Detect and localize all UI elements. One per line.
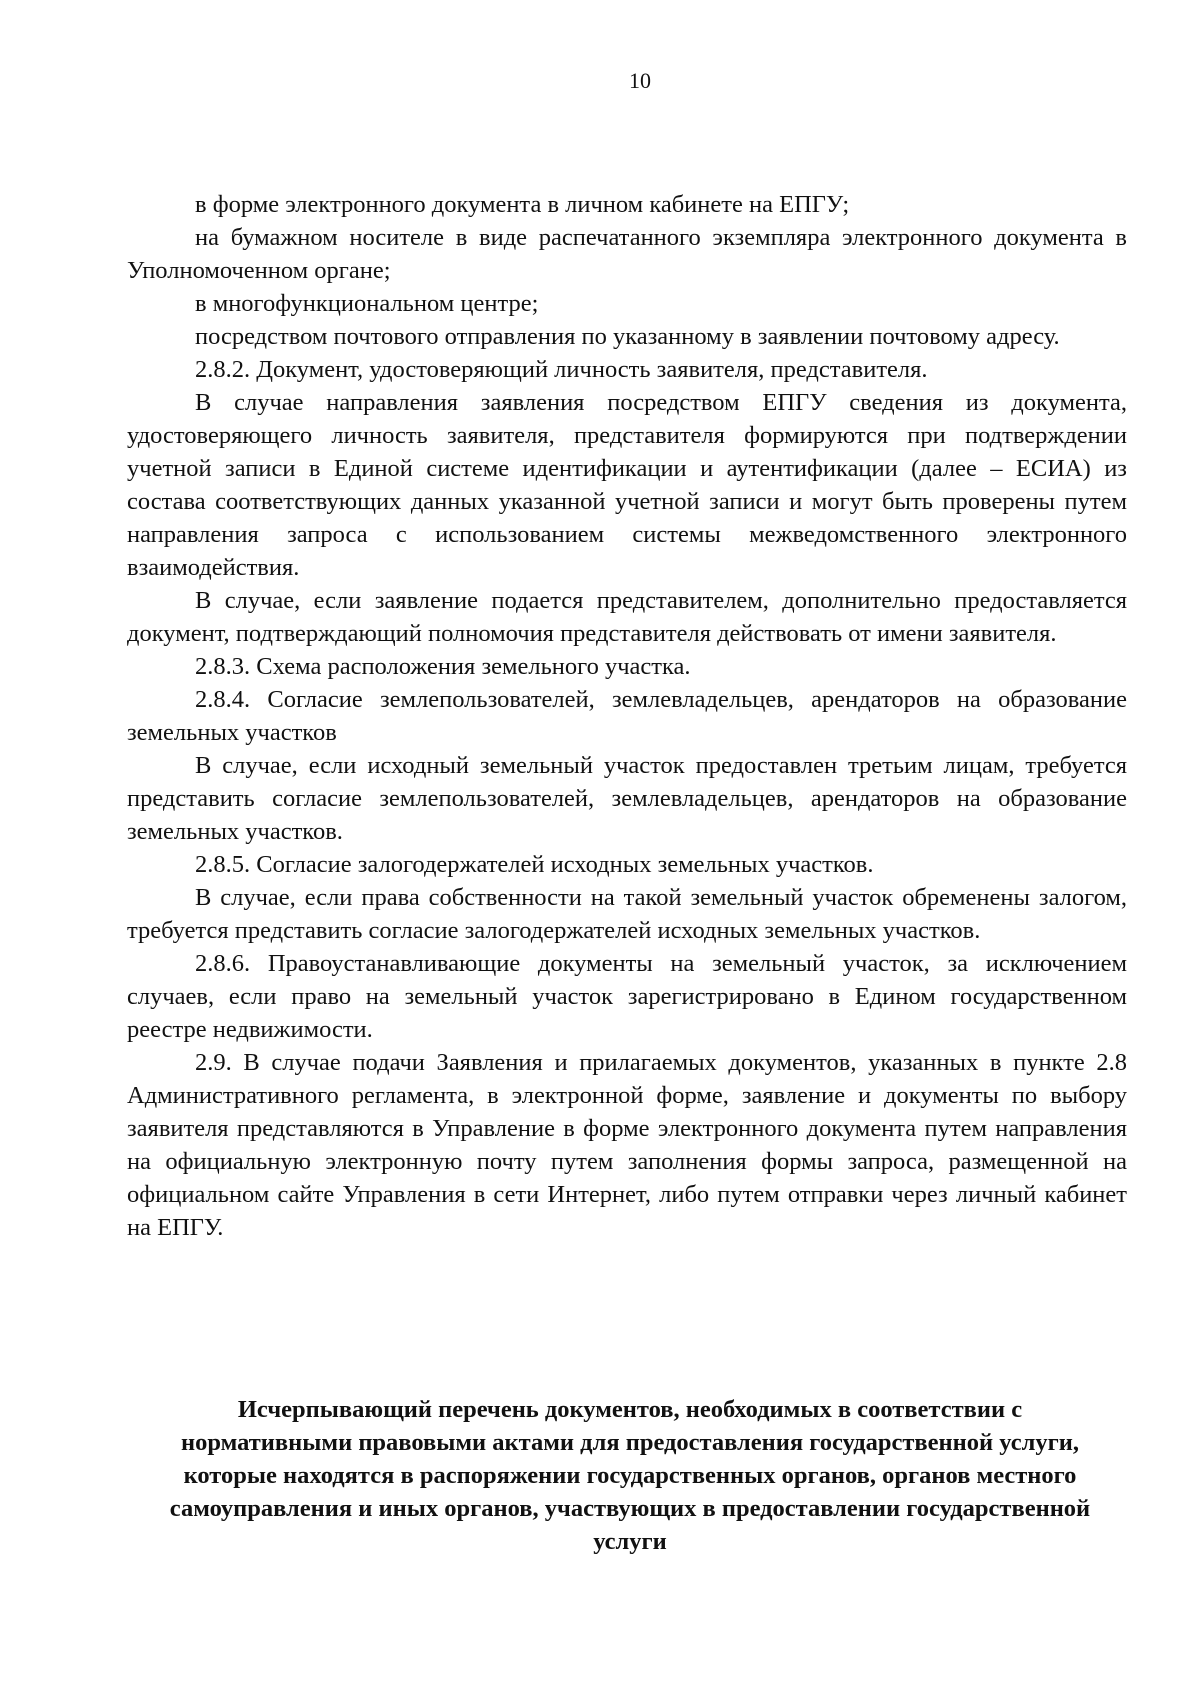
document-body bbox=[127, 188, 1127, 1244]
paragraph: В случае, если права собственности на такой земельный участок обременены залогом, требуется представить согласие залогодержателей исходных земельных участков. bbox=[127, 884, 1127, 944]
paragraph: 2.8.2. Документ, удостоверяющий личность заявителя, представителя. bbox=[195, 356, 928, 383]
page-number: 10 bbox=[629, 68, 651, 93]
paragraph: 2.8.5. Согласие залогодержателей исходных земельных участков. bbox=[195, 851, 874, 878]
paragraph: В случае, если исходный земельный участок предоставлен третьим лицам, требуется представить согласие землепользователей, землевладельцев, арендаторов на образование земельных участков. bbox=[127, 752, 1127, 845]
paragraph: в форме электронного документа в личном кабинете на ЕПГУ; bbox=[195, 191, 850, 218]
paragraph: 2.9. В случае подачи Заявления и прилагаемых документов, указанных в пункте 2.8 Административного регламента, в электронной форме, заявление и документы по выбору заявителя представляются в Управление в форме электронного документа путем направления на официальную электронную почту путем заполнения формы запроса, размещенной на официальном сайте Управления в сети Интернет, либо путем отправки через личный кабинет на ЕПГУ. bbox=[127, 1049, 1127, 1241]
paragraph: 2.8.3. Схема расположения земельного участка. bbox=[195, 653, 691, 680]
paragraph: В случае направления заявления посредством ЕПГУ сведения из документа, удостоверяющего личность заявителя, представителя формируются при подтверждении учетной записи в Единой системе идентификации и аутентификации (далее – ЕСИА) из состава соответствующих данных указанной учетной записи и могут быть проверены путем направления запроса с использованием системы межведомственного электронного взаимодействия. bbox=[127, 389, 1127, 581]
paragraph: 2.8.4. Согласие землепользователей, землевладельцев, арендаторов на образование земельных участков bbox=[127, 686, 1127, 746]
paragraph: 2.8.6. Правоустанавливающие документы на земельный участок, за исключением случаев, если право на земельный участок зарегистрировано в Едином государственном реестре недвижимости. bbox=[127, 950, 1127, 1043]
paragraph: посредством почтового отправления по указанному в заявлении почтовому адресу. bbox=[195, 323, 1060, 350]
paragraph: на бумажном носителе в виде распечатанного экземпляра электронного документа в Уполномоченном органе; bbox=[127, 224, 1127, 284]
paragraph: в многофункциональном центре; bbox=[195, 290, 539, 317]
section-heading: Исчерпывающий перечень документов, необходимых в соответствии с нормативными правовыми актами для предоставления государственной услуги, которые находятся в распоряжении государственных органов, органов местного самоуправления и иных органов, участвующих в предоставлении государственной услуги bbox=[169, 1396, 1091, 1555]
paragraph: В случае, если заявление подается представителем, дополнительно предоставляется документ, подтверждающий полномочия представителя действовать от имени заявителя. bbox=[127, 587, 1127, 647]
